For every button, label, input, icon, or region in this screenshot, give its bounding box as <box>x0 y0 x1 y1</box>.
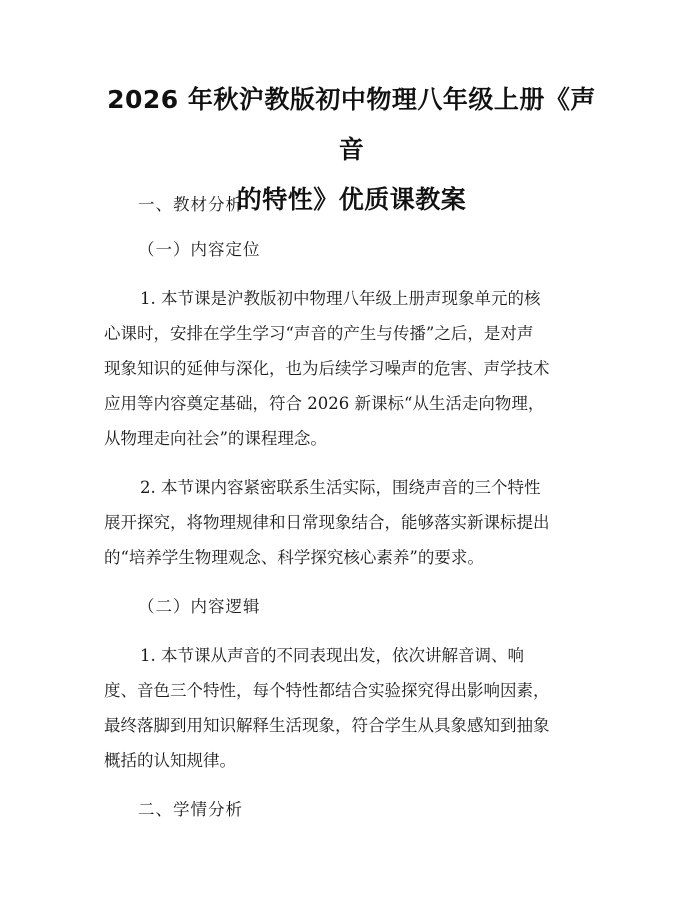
paragraph-line: 的“培养学生物理观念、科学探究核心素养”的要求。 <box>104 548 484 567</box>
paragraph-line: 2. 本节课内容紧密联系生活实际，围绕声音的三个特性 <box>140 478 541 497</box>
paragraph-line: 展开探究，将物理规律和日常现象结合，能够落实新课标提出 <box>104 513 550 532</box>
paragraph-line: 1. 本节课从声音的不同表现出发，依次讲解音调、响 <box>140 646 524 665</box>
paragraph-line: 度、音色三个特性，每个特性都结合实验探究得出影响因素， <box>104 681 550 700</box>
paragraph-line: 心课时，安排在学生学习“声音的产生与传播”之后，是对声 <box>104 324 534 343</box>
section-heading-teaching-material-analysis: 一、教材分析 <box>138 195 243 214</box>
paragraph-line: 从物理走向社会”的课程理念。 <box>104 429 327 448</box>
paragraph-line: 最终落脚到用知识解释生活现象，符合学生从具象感知到抽象 <box>104 716 550 735</box>
paragraph-line: 现象知识的延伸与深化，也为后续学习噪声的危害、声学技术 <box>104 359 550 378</box>
subsection-heading-content-positioning: （一）内容定位 <box>138 240 261 259</box>
title-line-2: 的特性》优质课教案 <box>236 185 467 214</box>
title-line-1: 2026 年秋沪教版初中物理八年级上册《声音 <box>107 85 596 164</box>
subsection-heading-content-logic: （二）内容逻辑 <box>138 597 261 616</box>
paragraph-line: 1. 本节课是沪教版初中物理八年级上册声现象单元的核 <box>140 289 541 308</box>
paragraph-line: 概括的认知规律。 <box>104 751 236 770</box>
section-heading-student-analysis: 二、学情分析 <box>138 800 243 819</box>
paragraph-line: 应用等内容奠定基础，符合 2026 新课标“从生活走向物理， <box>104 394 545 413</box>
